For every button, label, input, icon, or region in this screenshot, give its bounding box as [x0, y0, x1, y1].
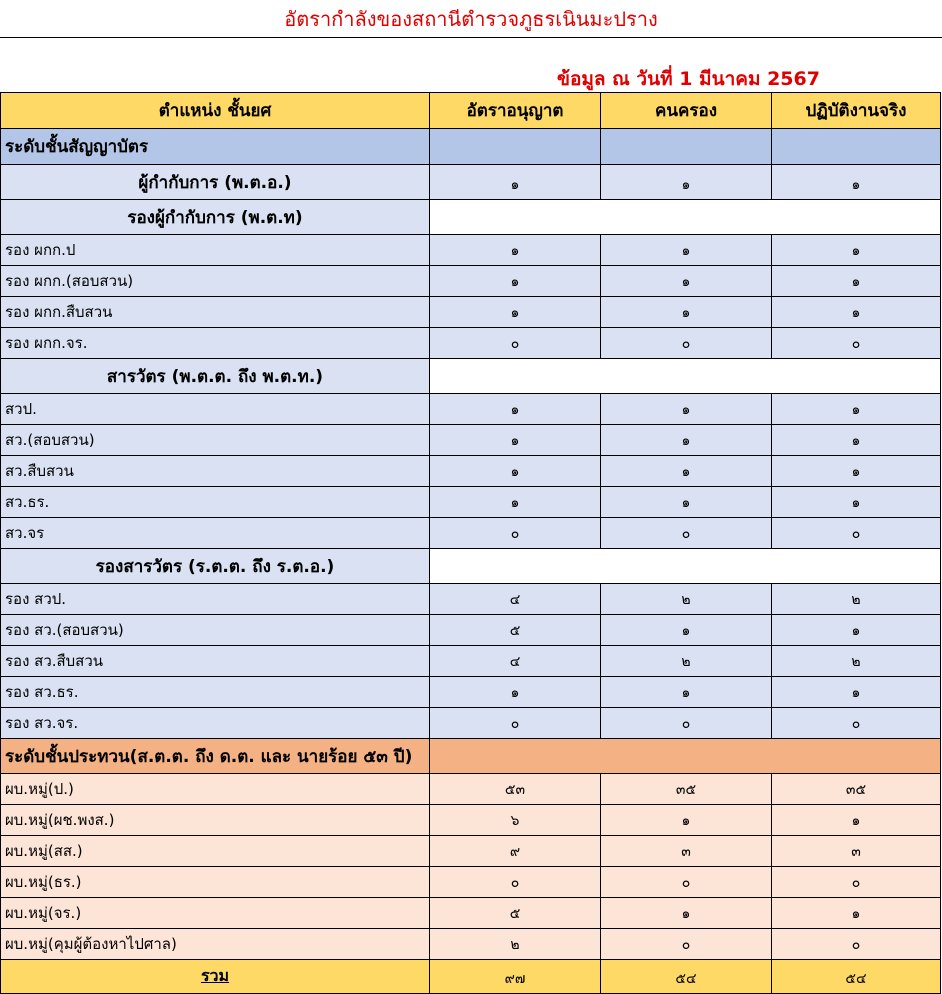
cell-authorized: ๒ [430, 929, 601, 960]
cell-actual: ๑ [772, 805, 941, 836]
table-row [1, 425, 941, 456]
cell-occupied: ๓ [601, 836, 772, 867]
row-label: รอง ผกก.สืบสวน [1, 297, 430, 328]
cell-actual: ๑ [772, 898, 941, 929]
row-label: ผบ.หมู่(ป.) [1, 774, 430, 805]
section-commissioned [1, 129, 941, 165]
cell-authorized: ๑ [430, 394, 601, 425]
cell-actual: ๑ [772, 394, 941, 425]
cell-occupied: ๐ [601, 708, 772, 739]
table-row [1, 235, 941, 266]
row-label: รอง สวป. [1, 584, 430, 615]
row-label: สวป. [1, 394, 430, 425]
header-occupied: คนครอง [601, 93, 772, 129]
cell-occupied: ๑ [601, 615, 772, 646]
row-label: รอง ผกก.ป [1, 235, 430, 266]
cell-actual: ๑ [772, 425, 941, 456]
subheading-deputy-inspector [1, 549, 941, 584]
cell-authorized: ๙ [430, 836, 601, 867]
total-actual: ๕๔ [772, 960, 941, 994]
cell-occupied: ๑ [601, 805, 772, 836]
cell-authorized: ๑ [430, 456, 601, 487]
row-label: สว.จร [1, 518, 430, 549]
table-row [1, 774, 941, 805]
cell-authorized: ๕ [430, 615, 601, 646]
cell-authorized: ๑ [430, 297, 601, 328]
table-row [1, 836, 941, 867]
row-label: ผบ.หมู่(ผช.พงส.) [1, 805, 430, 836]
row-label: รอง สว.จร. [1, 708, 430, 739]
row-superintendent [1, 165, 941, 200]
cell-occupied: ๐ [601, 518, 772, 549]
total-authorized: ๙๗ [430, 960, 601, 994]
cell-occupied: ๐ [601, 328, 772, 359]
table-row [1, 708, 941, 739]
cell-actual: ๐ [772, 518, 941, 549]
table-row [1, 929, 941, 960]
table-row [1, 297, 941, 328]
total-row [1, 960, 941, 994]
cell-occupied: ๑ [601, 487, 772, 518]
cell-authorized: ๑ [430, 266, 601, 297]
subheading-label: รองสารวัตร (ร.ต.ต. ถึง ร.ต.อ.) [1, 549, 430, 584]
cell-authorized: ๑ [430, 677, 601, 708]
cell-authorized: ๐ [430, 328, 601, 359]
cell-occupied: ๑ [601, 677, 772, 708]
cell-authorized: ๐ [430, 518, 601, 549]
cell-actual: ๑ [772, 615, 941, 646]
cell-occupied: ๐ [601, 867, 772, 898]
cell-authorized: ๑ [430, 165, 601, 200]
table-row [1, 646, 941, 677]
header-authorized: อัตราอนุญาต [430, 93, 601, 129]
row-label: ผบ.หมู่(สส.) [1, 836, 430, 867]
cell-authorized: ๑ [430, 425, 601, 456]
section-label: ระดับชั้นประทวน(ส.ต.ต. ถึง ด.ต. และ นายร้อย ๕๓ ปี) [1, 739, 430, 774]
row-label: รอง สว.(สอบสวน) [1, 615, 430, 646]
cell-authorized: ๕๓ [430, 774, 601, 805]
cell-actual: ๑ [772, 297, 941, 328]
table-row [1, 266, 941, 297]
cell-occupied: ๑ [601, 266, 772, 297]
cell-actual: ๑ [772, 487, 941, 518]
row-label: ผู้กำกับการ (พ.ต.อ.) [1, 165, 430, 200]
row-label: ผบ.หมู่(คุมผู้ต้องหาไปศาล) [1, 929, 430, 960]
row-label: ผบ.หมู่(จร.) [1, 898, 430, 929]
cell-actual: ๒ [772, 584, 941, 615]
cell-occupied: ๒ [601, 584, 772, 615]
cell-actual: ๑ [772, 165, 941, 200]
cell-authorized: ๔ [430, 584, 601, 615]
table-row [1, 394, 941, 425]
cell-authorized: ๕ [430, 898, 601, 929]
page-title: อัตรากำลังของสถานีตำรวจภูธรเนินมะปราง [0, 0, 942, 38]
row-label: รอง ผกก.(สอบสวน) [1, 266, 430, 297]
cell-actual: ๑ [772, 677, 941, 708]
subheading-label: สารวัตร (พ.ต.ต. ถึง พ.ต.ท.) [1, 359, 430, 394]
row-label: รอง สว.ธร. [1, 677, 430, 708]
cell-actual: ๐ [772, 929, 941, 960]
cell-authorized: ๐ [430, 708, 601, 739]
cell-authorized: ๑ [430, 235, 601, 266]
cell-authorized: ๔ [430, 646, 601, 677]
cell-actual: ๓ [772, 836, 941, 867]
cell-actual: ๒ [772, 646, 941, 677]
cell-actual: ๐ [772, 867, 941, 898]
cell-occupied: ๑ [601, 425, 772, 456]
table-row [1, 805, 941, 836]
table-row [1, 487, 941, 518]
table-row [1, 615, 941, 646]
cell-occupied: ๐ [601, 929, 772, 960]
header-position: ตำแหน่ง ชั้นยศ [1, 93, 430, 129]
cell-occupied: ๑ [601, 898, 772, 929]
data-date: ข้อมูล ณ วันที่ 1 มีนาคม 2567 [557, 68, 820, 90]
row-label: รอง ผกก.จร. [1, 328, 430, 359]
table-row [1, 328, 941, 359]
cell-occupied: ๑ [601, 394, 772, 425]
cell-occupied: ๑ [601, 235, 772, 266]
cell-actual: ๑ [772, 266, 941, 297]
row-label: รอง สว.สืบสวน [1, 646, 430, 677]
row-label: ผบ.หมู่(ธร.) [1, 867, 430, 898]
cell-authorized: ๑ [430, 487, 601, 518]
table-header-row [1, 93, 941, 129]
cell-occupied: ๑ [601, 456, 772, 487]
cell-occupied: ๓๕ [601, 774, 772, 805]
table-row [1, 584, 941, 615]
table-row [1, 898, 941, 929]
table-row [1, 518, 941, 549]
row-label: สว.(สอบสวน) [1, 425, 430, 456]
staffing-table [0, 92, 941, 994]
table-row [1, 456, 941, 487]
row-label: สว.สืบสวน [1, 456, 430, 487]
cell-authorized: ๖ [430, 805, 601, 836]
cell-actual: ๑ [772, 456, 941, 487]
row-label: สว.ธร. [1, 487, 430, 518]
cell-occupied: ๑ [601, 165, 772, 200]
section-label: ระดับชั้นสัญญาบัตร [1, 129, 430, 165]
cell-actual: ๐ [772, 708, 941, 739]
total-occupied: ๕๔ [601, 960, 772, 994]
section-non-commissioned [1, 739, 941, 774]
total-label: รวม [1, 960, 430, 994]
table-row [1, 867, 941, 898]
cell-occupied: ๒ [601, 646, 772, 677]
cell-occupied: ๑ [601, 297, 772, 328]
subheading-label: รองผู้กำกับการ (พ.ต.ท) [1, 200, 430, 235]
blank-row [0, 38, 942, 64]
subheading-inspector [1, 359, 941, 394]
subheading-deputy [1, 200, 941, 235]
table-row [1, 677, 941, 708]
cell-actual: ๐ [772, 328, 941, 359]
cell-actual: ๓๕ [772, 774, 941, 805]
cell-authorized: ๐ [430, 867, 601, 898]
header-actual: ปฏิบัติงานจริง [772, 93, 941, 129]
cell-actual: ๑ [772, 235, 941, 266]
